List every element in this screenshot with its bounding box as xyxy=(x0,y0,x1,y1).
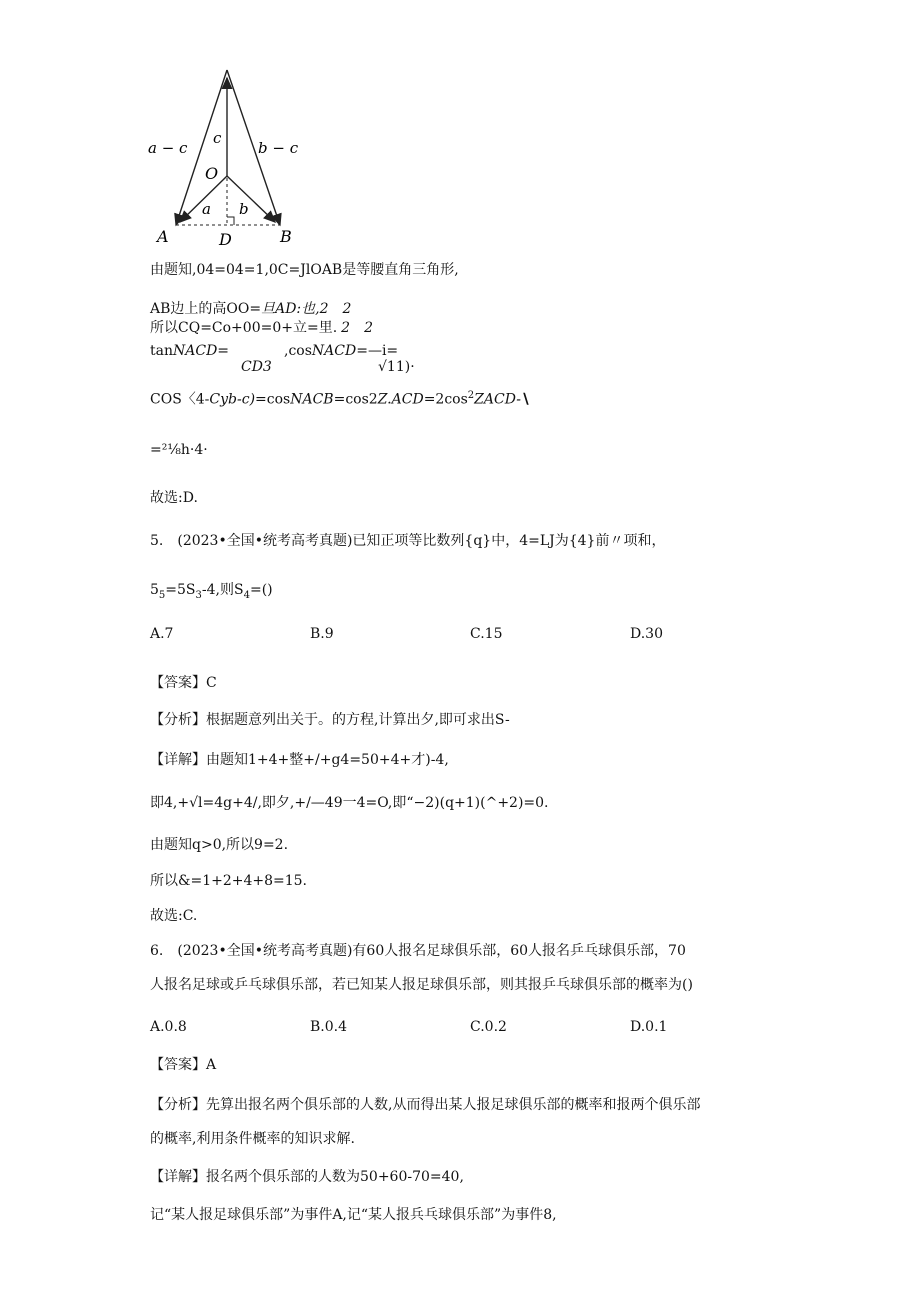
prev-line-4b: NACD= xyxy=(173,343,230,359)
prev-line-4 xyxy=(150,342,229,360)
prev-line-5i: ZACD- xyxy=(474,391,521,408)
prev-line-3 xyxy=(150,319,373,337)
q5-detail-1: 【详解】由题知1+4+整+/+g4=50+4+才)-4, xyxy=(150,752,449,768)
prev-line-5c: =cos xyxy=(255,391,291,408)
q5-option-b: B.9 xyxy=(310,626,334,642)
prev-line-4d: NACD= xyxy=(311,343,368,359)
label-c: c xyxy=(213,129,222,147)
label-a-minus-c: a − c xyxy=(148,139,188,157)
prev-line-2b: 旦AD:也 xyxy=(261,301,316,317)
q5-option-a: A.7 xyxy=(150,626,174,642)
q5-stem-2c: =5S xyxy=(165,582,196,598)
q6-stem-1: 6. (2023•全国•统考高考真题)有60人报名足球俱乐部，60人报名乒乓球俱乐部，70 xyxy=(150,943,686,959)
q5-stem-2b: 5 xyxy=(158,589,166,601)
prev-line-5 xyxy=(150,387,530,409)
q5-stem-2 xyxy=(150,581,273,605)
q5-detail-3: 由题知q>0,所以9=2. xyxy=(150,837,289,853)
q6-option-a: A.0.8 xyxy=(150,1019,187,1035)
q6-detail-1: 【详解】报名两个俱乐部的人数为50+60-70=40, xyxy=(150,1169,464,1185)
q6-detail-2: 记“某人报足球俱乐部”为事件A,记“某人报兵乓球俱乐部”为事件8, xyxy=(150,1207,557,1223)
prev-line-1: 由题知,04=04=1,0C=JlOAB是等腰直角三角形, xyxy=(150,262,459,278)
q5-stem-2f: 4 xyxy=(243,589,250,601)
prev-line-7: 故选:D. xyxy=(150,490,198,506)
q6-stem-2: 人报名足球或乒乓球俱乐部，若已知某人报足球俱乐部，则其报乒乓球俱乐部的概率为() xyxy=(150,977,693,993)
prev-line-5j: ∖ xyxy=(520,391,530,408)
right-angle-mark xyxy=(227,217,234,225)
q5-stem-2g: =() xyxy=(249,582,273,598)
q6-answer: 【答案】A xyxy=(150,1057,217,1073)
q6-option-d: D.0.1 xyxy=(630,1019,668,1035)
label-D: D xyxy=(219,230,232,249)
q5-option-d: D.30 xyxy=(630,626,663,642)
prev-line-5g: =2cos xyxy=(423,391,468,408)
q6-option-b: B.0.4 xyxy=(310,1019,348,1035)
prev-line-4a: tan xyxy=(150,343,173,359)
prev-line-5h: 2 xyxy=(467,390,475,401)
q6-option-c: C.0.2 xyxy=(470,1019,507,1035)
prev-line-2a: AB边上的高OO= xyxy=(150,301,262,317)
prev-line-6: =²⅛h·4· xyxy=(150,442,208,458)
q5-detail-5: 故选:C. xyxy=(150,908,198,924)
q6-analysis-2: 的概率,利用条件概率的知识求解. xyxy=(150,1131,355,1147)
prev-line-5e: =cos2 xyxy=(333,391,378,408)
prev-line-4c: ,cos xyxy=(284,343,312,359)
label-A: A xyxy=(157,227,169,246)
q5-detail-2: 即4,+√l=4g+4/,即夕,+/—49一4=O,即“−2)(q+1)(^+2)=0. xyxy=(150,795,549,811)
prev-line-5a: COS〈4- xyxy=(150,391,210,408)
prev-line-3b: 2 2 xyxy=(341,320,373,336)
q5-detail-4: 所以&=1+2+4+8=15. xyxy=(150,873,308,889)
prev-line-5f: Z.ACD xyxy=(377,391,424,408)
q5-option-c: C.15 xyxy=(470,626,503,642)
label-O: O xyxy=(205,164,219,183)
q5-stem-2a: 5 xyxy=(150,582,159,598)
q5-answer: 【答案】C xyxy=(150,675,217,691)
prev-line-2 xyxy=(150,300,351,318)
prev-line-5d: NACB xyxy=(290,391,334,408)
label-b-minus-c: b − c xyxy=(258,139,299,157)
q5-analysis: 【分析】根据题意列出关于。的方程,计算出夕,即可求出S- xyxy=(150,712,510,728)
q5-stem-1: 5. (2023•全国•统考高考真题)已知正项等比数列{q}中，4=LJ为{4}前〃项和， xyxy=(150,533,666,549)
label-a: a xyxy=(202,200,211,218)
q5-stem-2d: 3 xyxy=(195,589,202,601)
geometry-figure xyxy=(0,0,920,260)
prev-line-3a: 所以CQ=Co+00=0+立=里. xyxy=(150,320,338,336)
prev-line-4-den1: CD3 xyxy=(241,359,272,375)
prev-line-5b: Cyb-c) xyxy=(209,391,256,408)
vector-b xyxy=(227,176,275,222)
prev-line-4-den2: √11)· xyxy=(378,359,415,375)
label-B: B xyxy=(280,227,292,246)
prev-line-4e: —i= xyxy=(367,343,399,359)
q6-analysis-1: 【分析】先算出报名两个俱乐部的人数,从而得出某人报足球俱乐部的概率和报两个俱乐部 xyxy=(150,1097,701,1113)
q5-stem-2e: -4,则S xyxy=(201,582,244,598)
prev-line-2c: ,2 2 xyxy=(315,301,352,317)
label-b: b xyxy=(239,200,249,218)
